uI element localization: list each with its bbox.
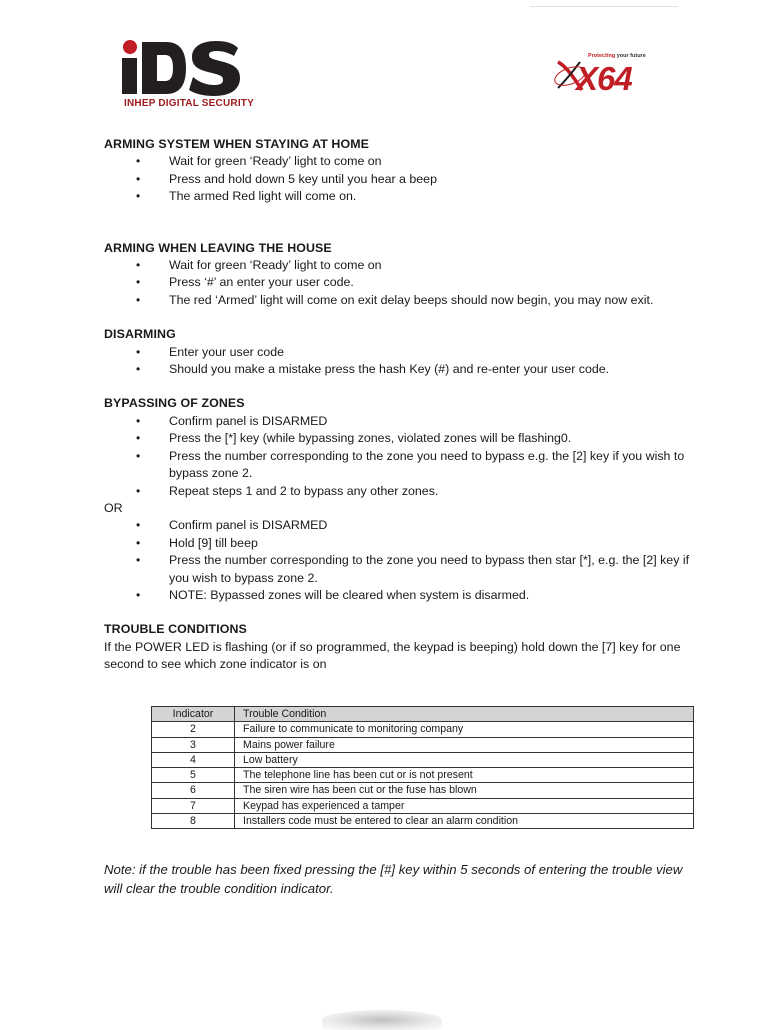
bullet-list bbox=[104, 344, 704, 379]
condition-cell: Failure to communicate to monitoring company bbox=[235, 722, 694, 737]
list-item: • Wait for green ‘Ready’ light to come on bbox=[104, 153, 704, 170]
section-arming-leaving bbox=[104, 240, 704, 310]
indicator-cell: 5 bbox=[152, 768, 235, 783]
list-item: • Press the [*] key (while bypassing zones, violated zones will be flashing0. bbox=[104, 430, 704, 447]
condition-cell: Low battery bbox=[235, 752, 694, 767]
bullet-list bbox=[104, 257, 704, 309]
bullet-list bbox=[104, 153, 704, 205]
list-item: • Enter your user code bbox=[104, 344, 704, 361]
condition-cell: The telephone line has been cut or is not present bbox=[235, 768, 694, 783]
column-header-indicator: Indicator bbox=[152, 707, 235, 722]
section-trouble-conditions bbox=[104, 621, 704, 673]
list-item: • Repeat steps 1 and 2 to bypass any other zones. bbox=[104, 483, 704, 500]
ids-logo-mark bbox=[116, 38, 246, 100]
table-row bbox=[152, 798, 694, 813]
section-arming-staying bbox=[104, 136, 704, 206]
section-heading: ARMING SYSTEM WHEN STAYING AT HOME bbox=[104, 137, 369, 151]
column-header-condition: Trouble Condition bbox=[235, 707, 694, 722]
indicator-cell: 6 bbox=[152, 783, 235, 798]
section-disarming bbox=[104, 326, 704, 378]
condition-cell: The siren wire has been cut or the fuse has blown bbox=[235, 783, 694, 798]
list-item: • Confirm panel is DISARMED bbox=[104, 413, 704, 430]
section-heading: ARMING WHEN LEAVING THE HOUSE bbox=[104, 240, 332, 255]
table-row bbox=[152, 737, 694, 752]
list-item: • Press ‘#’ an enter your user code. bbox=[104, 274, 704, 291]
indicator-cell: 7 bbox=[152, 798, 235, 813]
list-item: • The red ‘Armed’ light will come on exit delay beeps should now begin, you may now exit. bbox=[104, 292, 704, 309]
list-item: • Press the number corresponding to the zone you need to bypass then star [*], e.g. the [2] key if you wish to bypass zone 2. bbox=[104, 552, 704, 587]
trouble-conditions-table bbox=[151, 706, 694, 829]
condition-cell: Keypad has experienced a tamper bbox=[235, 798, 694, 813]
x64-tagline-a: Protecting bbox=[588, 53, 616, 59]
list-item: • Wait for green ‘Ready’ light to come on bbox=[104, 257, 704, 274]
list-item: • The armed Red light will come on. bbox=[104, 188, 704, 205]
list-item: • Press and hold down 5 key until you hear a beep bbox=[104, 171, 704, 188]
section-bypassing bbox=[104, 395, 704, 604]
section-heading: TROUBLE CONDITIONS bbox=[104, 622, 247, 637]
indicator-cell: 8 bbox=[152, 814, 235, 829]
table-header-row bbox=[152, 707, 694, 722]
table-row bbox=[152, 752, 694, 767]
condition-cell: Installers code must be entered to clear an alarm condition bbox=[235, 814, 694, 829]
section-heading: BYPASSING OF ZONES bbox=[104, 396, 245, 411]
table-row bbox=[152, 783, 694, 798]
instructions-content bbox=[104, 136, 704, 674]
condition-cell: Mains power failure bbox=[235, 737, 694, 752]
x64-logo-text: X64 bbox=[576, 60, 632, 97]
bottom-image-fragment bbox=[322, 1010, 442, 1030]
table-row bbox=[152, 768, 694, 783]
x64-tagline bbox=[588, 53, 646, 59]
or-label: OR bbox=[104, 500, 123, 515]
list-item: • Should you make a mistake press the hash Key (#) and re-enter your user code. bbox=[104, 361, 704, 378]
list-item: • NOTE: Bypassed zones will be cleared when system is disarmed. bbox=[104, 587, 704, 604]
table-row bbox=[152, 814, 694, 829]
trouble-description: If the POWER LED is flashing (or if so programmed, the keypad is beeping) hold down the [7] key for one second to see which zone indicator is on bbox=[104, 639, 681, 672]
indicator-cell: 2 bbox=[152, 722, 235, 737]
list-item: • Hold [9] till beep bbox=[104, 535, 704, 552]
ids-tagline: INHEP DIGITAL SECURITY bbox=[124, 98, 254, 109]
bullet-list bbox=[104, 413, 704, 500]
bullet-list bbox=[104, 517, 704, 604]
top-rule bbox=[530, 6, 678, 7]
list-item: • Press the number corresponding to the zone you need to bypass e.g. the [2] key if you wish to bypass zone 2. bbox=[104, 448, 704, 483]
indicator-cell: 4 bbox=[152, 752, 235, 767]
table-row bbox=[152, 722, 694, 737]
x64-tagline-b: your future bbox=[615, 53, 646, 59]
indicator-cell: 3 bbox=[152, 737, 235, 752]
list-item: • Confirm panel is DISARMED bbox=[104, 517, 704, 534]
section-heading: DISARMING bbox=[104, 327, 176, 342]
trouble-note: Note: if the trouble has been fixed pressing the [#] key within 5 seconds of entering the trouble view will clear the trouble condition indicator. bbox=[104, 862, 683, 896]
